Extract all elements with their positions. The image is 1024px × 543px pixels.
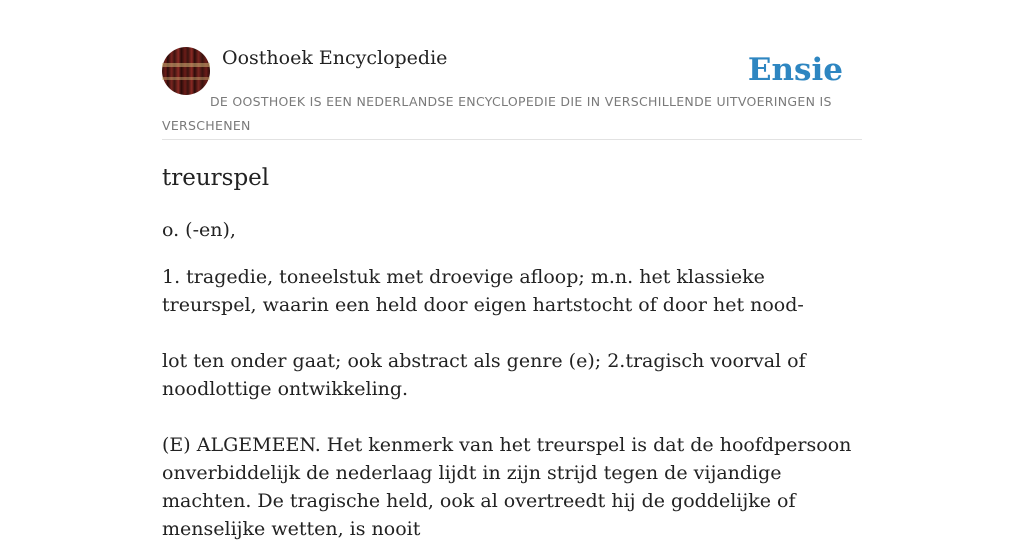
definition-paragraph-continued: lot ten onder gaat; ook abstract als genre (e); 2.tragisch voorval of noodlottige ontwikkeling.	[162, 350, 806, 400]
definition-paragraph: 1. tragedie, toneelstuk met droevige afloop; m.n. het klassieke treurspel, waarin een held door eigen hartstocht of door het nood-	[162, 266, 804, 316]
general-section-paragraph: (E) ALGEMEEN. Het kenmerk van het treurspel is dat de hoofdpersoon onverbiddelijk de nederlaag lijdt in zijn strijd tegen de vijandige machten. De tragische held, ook al overtreedt hij de goddelijke of menselijke wetten, is nooit	[162, 434, 852, 540]
grammar-info: o. (-en),	[162, 219, 236, 241]
site-header	[162, 0, 862, 140]
site-tagline: DE OOSTHOEK IS EEN NEDERLANDSE ENCYCLOPEDIE DIE IN VERSCHILLENDE UITVOERINGEN IS VERSCHENEN	[162, 94, 832, 133]
article-content	[162, 216, 862, 543]
site-title-link[interactable]: Oosthoek Encyclopedie	[222, 47, 448, 69]
page-container	[162, 0, 862, 540]
article-title: treurspel	[162, 165, 270, 191]
ensie-logo-link[interactable]: Ensie	[747, 52, 843, 88]
book-spines-icon[interactable]	[162, 47, 210, 95]
